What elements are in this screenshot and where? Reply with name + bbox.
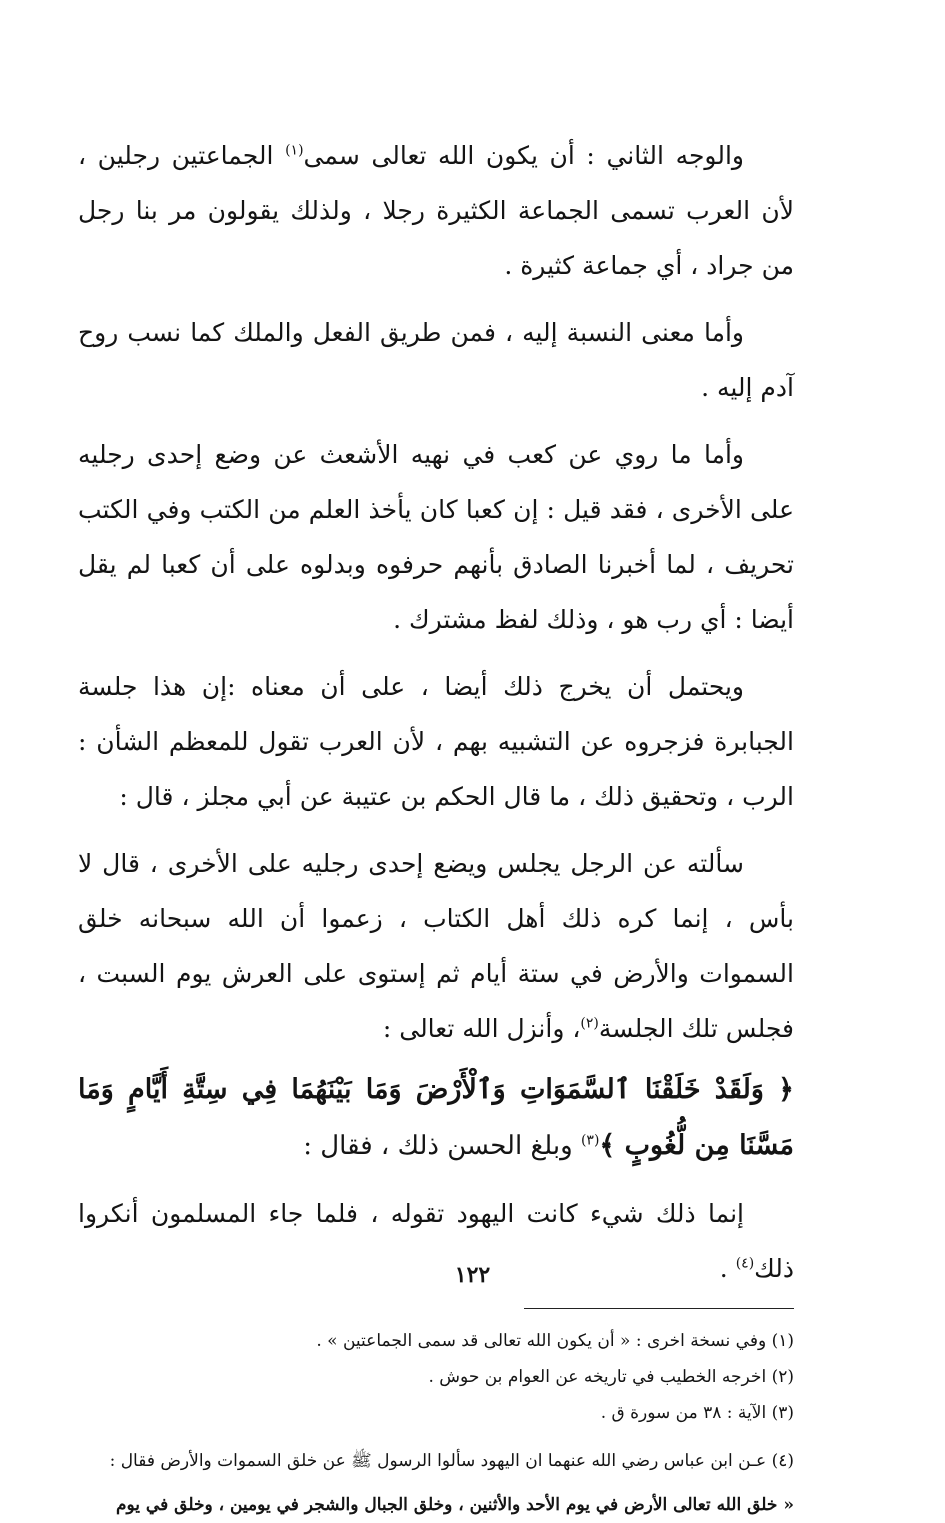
paragraph-interpretation: ويحتمل أن يخرج ذلك أيضا ، على أن معناه :إن هذا جلسة الجبابرة فزجروه عن التشبيه بهم ، لأن العرب تقول للمعظم الشأن : الرب ، وتحقيق ذلك ، ما قال الحكم بن عتيبة عن أبي مجلز ، قال : xyxy=(78,672,794,811)
footnote-4: (٤) عـن ابن عباس رضي الله عنهما ان اليهود سألوا الرسول ﷺ عن خلق السموات والأرض فقال : xyxy=(109,1451,794,1471)
paragraph-narration xyxy=(78,836,794,1056)
paragraph-text: والوجه الثاني : أن يكون الله تعالى سمى xyxy=(303,141,744,170)
paragraph-second-aspect xyxy=(78,128,794,293)
paragraph-end-mark: . xyxy=(719,1254,728,1283)
page-body xyxy=(78,128,794,1523)
footnote-2: (٢) اخرجه الخطيب في تاريخه عن العوام بن حوش . xyxy=(428,1367,794,1387)
footnote-1: (١) وفي نسخة اخرى : « أن يكون الله تعالى قد سمى الجماعتين » . xyxy=(316,1331,794,1351)
paragraph-text: إنما ذلك شيء كانت اليهود تقوله ، فلما جاء المسلمون أنكروا ذلك xyxy=(78,1199,794,1283)
paragraph-kaab: وأما ما روي عن كعب في نهيه الأشعث عن وضع إحدى رجليه على الأخرى ، فقد قيل : إن كعبا كان يأخذ العلم من الكتب وفي الكتب تحريف ، لما أخبرنا الصادق بأنهم حرفوه وبدلوه على أن كعبا لم يقل أيضا : أي رب هو ، وذلك لفظ مشترك . xyxy=(78,440,794,634)
paragraph-text-continued: الجماعتين رجلين ، لأن العرب تسمى الجماعة الكثيرة رجلا ، ولذلك يقولون مر بنا رجل من جراد ، أي جماعة كثيرة . xyxy=(78,141,794,280)
footnote-ref-4[interactable]: (٤) xyxy=(735,1255,755,1272)
quran-verse-paragraph xyxy=(78,1062,794,1174)
footnote-ref-2[interactable]: (٢) xyxy=(580,1015,599,1032)
footnote-ref-1[interactable]: (١) xyxy=(285,142,304,159)
quran-verse: ﴿ وَلَقَدْ خَلَقْنَا ٱلسَّمَوَاتِ وَٱلْأَرْضَ وَمَا بَيْنَهُمَا فِي سِتَّةِ أَيَّامٍ وَمَا مَسَّنَا مِن لُّغُوبٍ ﴾ xyxy=(78,1074,794,1161)
footnote-separator xyxy=(524,1308,794,1309)
footnote-4-quote: « خلق الله تعالى الأرض في يوم الأحد والأثنين ، وخلق الجبال والشجر في يومين ، وخلق في يوم xyxy=(115,1495,794,1515)
paragraph-text-continued: ، وأنزل الله تعالى : xyxy=(382,1014,581,1043)
paragraph-attribution: وأما معنى النسبة إليه ، فمن طريق الفعل والملك كما نسب روح آدم إليه . xyxy=(78,318,794,402)
paragraph-text: سألته عن الرجل يجلس ويضع إحدى رجليه على الأخرى ، قال لا بأس ، إنما كره ذلك أهل الكتاب ، زعموا أن الله سبحانه خلق السموات والأرض في ستة أيام ثم إستوى على العرش يوم السبت ، فجلس تلك الجلسة xyxy=(78,849,794,1043)
footnote-3: (٣) الآية : ٣٨ من سورة ق . xyxy=(600,1403,794,1423)
page-number: ١٢٢ xyxy=(454,1262,491,1288)
footnote-ref-3[interactable]: (٣) xyxy=(580,1132,600,1149)
paragraph-text-continued: وبلغ الحسن ذلك ، فقال : xyxy=(303,1131,573,1161)
